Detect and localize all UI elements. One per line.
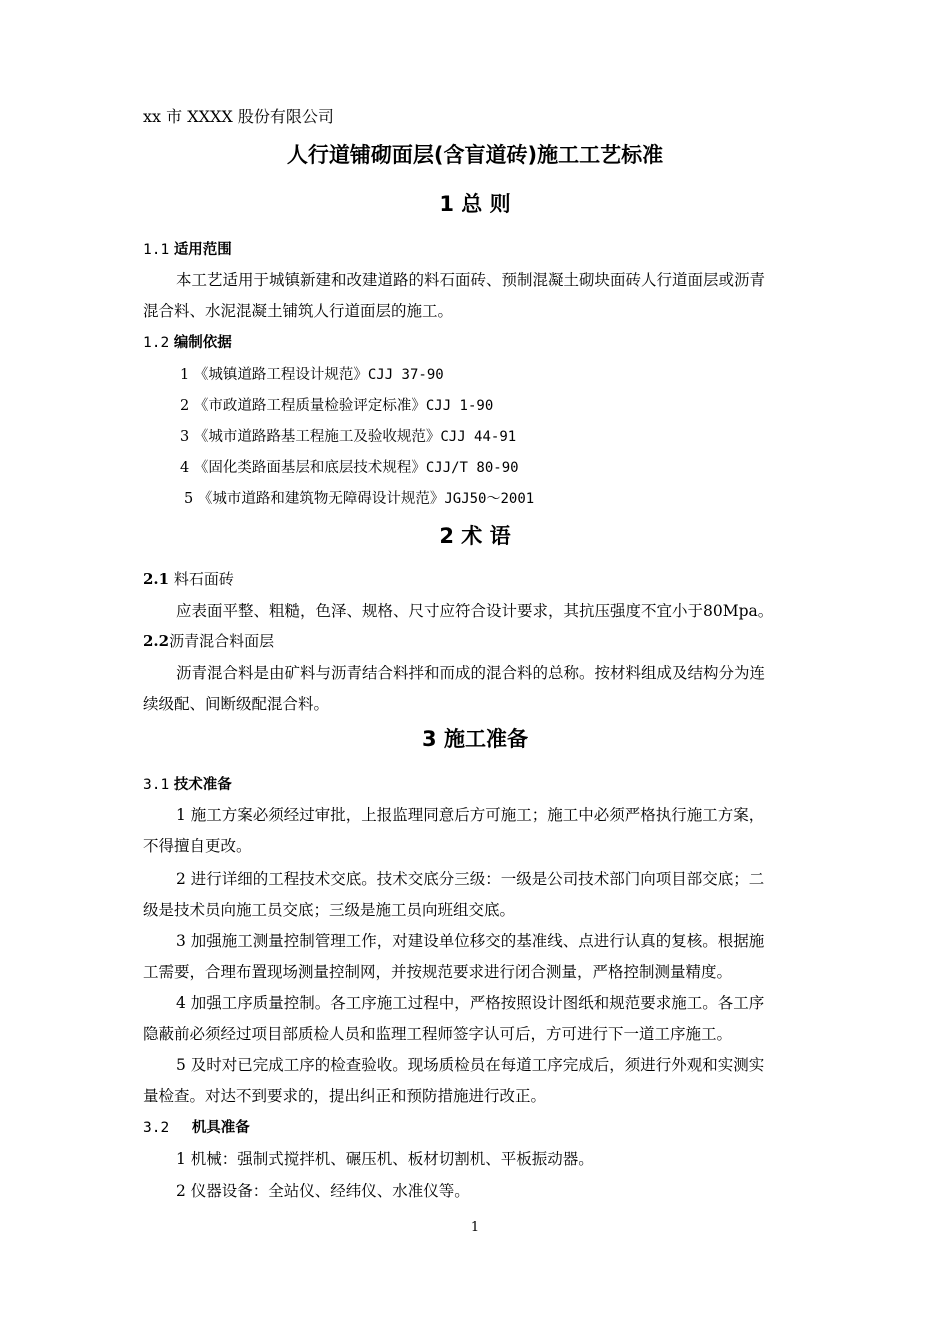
paragraph-line: 续级配、间断级配混合料。 — [143, 695, 330, 713]
section-label: 适用范围 — [173, 242, 232, 258]
section-1-2-heading — [143, 331, 232, 352]
section-2-1-heading — [143, 568, 234, 589]
section-number: 2.1 — [143, 570, 170, 588]
section-number: 3.2 — [143, 1120, 170, 1136]
paragraph-line: 混合料、水泥混凝土铺筑人行道面层的施工。 — [143, 302, 454, 320]
paragraph-line: 1 施工方案必须经过审批，上报监理同意后方可施工；施工中必须严格执行施工方案， — [176, 806, 765, 824]
chapter-3-heading: 3 施工准备 — [422, 727, 528, 751]
paragraph-line: 隐蔽前必须经过项目部质检人员和监理工程师签字认可后，方可进行下一道工序施工。 — [143, 1025, 733, 1043]
document-title: 人行道铺砌面层(含盲道砖)施工工艺标准 — [286, 143, 664, 167]
paragraph-line: 2 仪器设备：全站仪、经纬仪、水准仪等。 — [176, 1182, 470, 1200]
chapter-2-heading: 2 术 语 — [439, 524, 511, 548]
paragraph-line: 级是技术员向施工员交底；三级是施工员向班组交底。 — [143, 901, 516, 919]
reference-item: 2 《市政道路工程质量检验评定标准》CJJ 1-90 — [180, 398, 494, 414]
paragraph-line: 4 加强工序质量控制。各工序施工过程中，严格按照设计图纸和规范要求施工。各工序 — [176, 994, 765, 1012]
reference-item: 4 《固化类路面基层和底层技术规程》CJJ/T 80-90 — [180, 460, 519, 476]
paragraph-line: 不得擅自更改。 — [143, 837, 252, 855]
section-label: 机具准备 — [191, 1120, 250, 1136]
section-label: 沥青混合料面层 — [169, 632, 275, 650]
section-label: 料石面砖 — [173, 570, 234, 588]
paragraph-line: 2 进行详细的工程技术交底。技术交底分三级：一级是公司技术部门向项目部交底；二 — [176, 870, 765, 888]
section-3-2-heading — [143, 1116, 250, 1137]
reference-item: 1 《城镇道路工程设计规范》CJJ 37-90 — [180, 367, 444, 383]
paragraph-line: 3 加强施工测量控制管理工作，对建设单位移交的基准线、点进行认真的复核。根据施 — [176, 932, 765, 950]
section-number: 2.2 — [143, 632, 170, 650]
paragraph-line: 量检查。对达不到要求的，提出纠正和预防措施进行改正。 — [143, 1087, 547, 1105]
paragraph-line: 本工艺适用于城镇新建和改建道路的料石面砖、预制混凝土砌块面砖人行道面层或沥青 — [176, 271, 766, 289]
chapter-1-heading: 1 总 则 — [439, 192, 511, 216]
paragraph-line: 工需要，合理布置现场测量控制网，并按规范要求进行闭合测量，严格控制测量精度。 — [143, 963, 733, 981]
paragraph-line: 1 机械：强制式搅拌机、碾压机、板材切割机、平板振动器。 — [176, 1150, 594, 1168]
section-1-1-heading — [143, 238, 232, 259]
reference-item: 3 《城市道路路基工程施工及验收规范》CJJ 44-91 — [180, 429, 517, 445]
company-name: xx 市 XXXX 股份有限公司 — [143, 107, 334, 126]
section-2-2-heading — [143, 630, 274, 651]
page-number: 1 — [470, 1220, 480, 1235]
section-number: 3.1 — [143, 777, 170, 793]
section-number: 1.1 — [143, 242, 170, 258]
section-label: 技术准备 — [173, 777, 232, 793]
reference-item: 5 《城市道路和建筑物无障碍设计规范》JGJ50～2001 — [184, 491, 535, 507]
section-label: 编制依据 — [173, 335, 232, 351]
paragraph-line: 应表面平整、粗糙，色泽、规格、尺寸应符合设计要求，其抗压强度不宜小于80Mpa。 — [176, 602, 774, 620]
paragraph-line: 5 及时对已完成工序的检查验收。现场质检员在每道工序完成后，须进行外观和实测实 — [176, 1056, 765, 1074]
section-number: 1.2 — [143, 335, 170, 351]
section-3-1-heading — [143, 773, 232, 794]
paragraph-line: 沥青混合料是由矿料与沥青结合料拌和而成的混合料的总称。按材料组成及结构分为连 — [176, 664, 766, 682]
